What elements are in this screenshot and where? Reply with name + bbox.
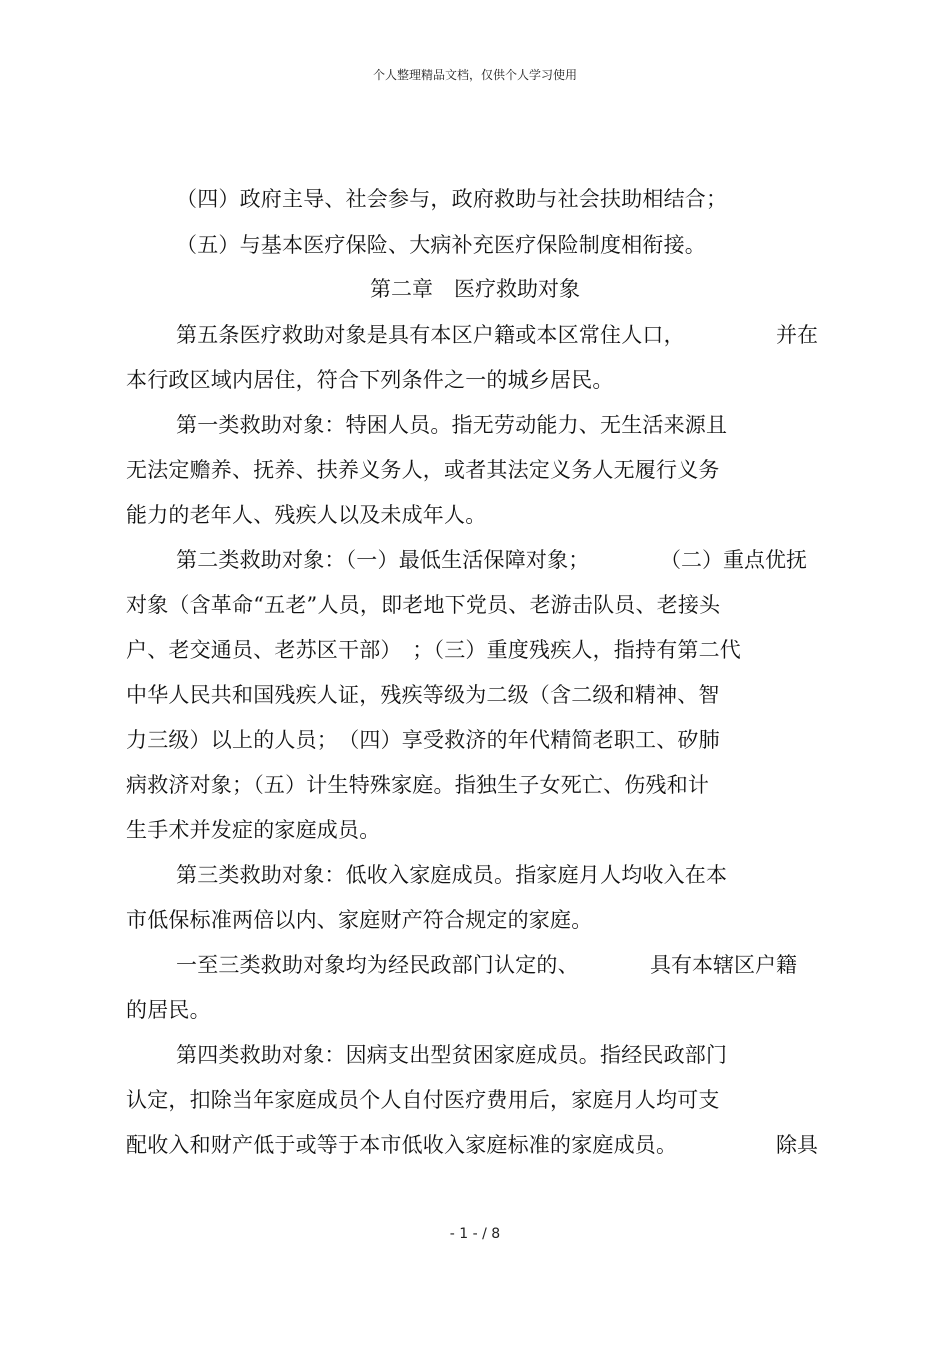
paragraph-line: 中华人民共和国残疾人证，残疾等级为二级（含二级和精神、智 [126,683,720,707]
chapter-heading: 第二章 医疗救助对象 [370,277,580,301]
paragraph-line-end: 具有本辖区户籍 [650,953,797,977]
paragraph-line-end: 除具 [776,1133,818,1157]
paragraph-line: 病救济对象；（五）计生特殊家庭。指独生子女死亡、伤残和计 [126,773,710,797]
paragraph-line: （四）政府主导、社会参与，政府救助与社会扶助相结合； [176,187,728,211]
paragraph-line: 力三级）以上的人员； （四）享受救济的年代精简老职工、矽肺 [126,728,720,752]
paragraph-line: 生手术并发症的家庭成员。 [126,818,381,842]
paragraph-line: （五）与基本医疗保险、大病补充医疗保险制度相衔接。 [176,233,706,257]
paragraph-line: 户、老交通员、老苏区干部） ；（三）重度残疾人，指持有第二代 [126,638,741,662]
paragraph-line: 市低保标准两倍以内、家庭财产符合规定的家庭。 [126,908,593,932]
paragraph-line: 能力的老年人、残疾人以及未成年人。 [126,503,487,527]
paragraph-line: 本行政区域内居住，符合下列条件之一的城乡居民。 [126,368,614,392]
page-header: 个人整理精品文档，仅供个人学习使用 [372,68,577,82]
paragraph-line: 一至三类救助对象均为经民政部门认定的、 [176,953,579,977]
paragraph-line: 的居民。 [126,998,211,1022]
paragraph-line-end: （二）重点优抚 [660,548,807,572]
paragraph-line: 第五条医疗救助对象是具有本区户籍或本区常住人口， [176,323,685,347]
paragraph-line: 配收入和财产低于或等于本市低收入家庭标准的家庭成员。 [126,1133,678,1157]
paragraph-line: 对象（含革命“五老”人员，即老地下党员、老游击队员、老接头 [126,593,721,617]
page-number: - 1 - / 8 [449,1226,501,1242]
paragraph-line: 无法定赡养、抚养、扶养义务人，或者其法定义务人无履行义务 [126,458,720,482]
paragraph-line-end: 并在 [776,323,818,347]
paragraph-line: 第四类救助对象：因病支出型贫困家庭成员。指经民政部门 [176,1043,728,1067]
paragraph-line: 第二类救助对象：（一）最低生活保障对象； [176,548,590,572]
paragraph-line: 认定，扣除当年家庭成员个人自付医疗费用后，家庭月人均可支 [126,1088,720,1112]
paragraph-line: 第三类救助对象：低收入家庭成员。指家庭月人均收入在本 [176,863,728,887]
paragraph-line: 第一类救助对象：特困人员。指无劳动能力、无生活来源且 [176,413,728,437]
